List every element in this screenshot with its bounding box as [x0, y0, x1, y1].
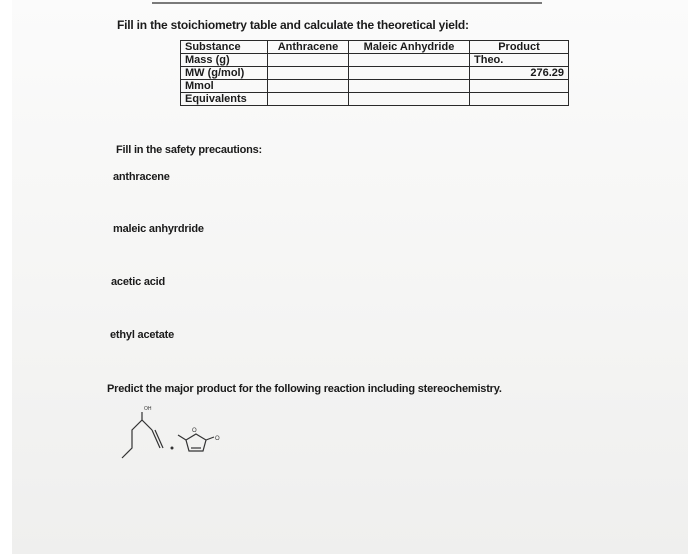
alcohol-chain: [122, 412, 142, 458]
table-header-row: [181, 41, 569, 54]
reaction-scheme: [118, 402, 258, 462]
cell-product-theo: Theo.: [470, 54, 569, 67]
cell-anthracene-equivalents[interactable]: [268, 93, 349, 106]
cell-anthracene-mmol[interactable]: [268, 80, 349, 93]
cell-maleic-mmol[interactable]: [349, 80, 470, 93]
cell-product-mmol[interactable]: [470, 80, 569, 93]
row-label-equivalents: Equivalents: [181, 93, 268, 106]
carbonyl-left: [178, 435, 186, 440]
cell-maleic-equivalents[interactable]: [349, 93, 470, 106]
header-substance: Substance: [181, 41, 268, 54]
header-maleic-anhydride: Maleic Anhydride: [349, 41, 470, 54]
safety-chemical-ethyl-acetate: ethyl acetate: [110, 329, 175, 341]
row-label-mw: MW (g/mol): [181, 67, 268, 80]
row-label-mass: Mass (g): [181, 54, 268, 67]
reaction-prompt: Predict the major product for the following reaction including stereochemistry.: [107, 383, 502, 395]
safety-title: Fill in the safety precautions:: [116, 144, 262, 156]
cell-anthracene-mass[interactable]: [268, 54, 349, 67]
header-anthracene: Anthracene: [268, 41, 349, 54]
row-label-mmol: Mmol: [181, 80, 268, 93]
cell-product-mw: 276.29: [470, 67, 569, 80]
safety-chemical-maleic-anhydride: maleic anhyrdride: [113, 223, 204, 235]
plus-sign: [171, 447, 174, 450]
oh-label: OH: [144, 406, 152, 412]
table-row: [181, 67, 569, 80]
alkene-alcohol-structure: [122, 412, 163, 458]
stoichiometry-table: [180, 40, 569, 106]
cell-anthracene-mw[interactable]: [268, 67, 349, 80]
alcohol-branch: [142, 420, 152, 430]
ring-oxygen-label: O: [192, 428, 197, 434]
cell-maleic-mw[interactable]: [349, 67, 470, 80]
top-rule: [152, 2, 542, 4]
header-product: Product: [470, 41, 569, 54]
cell-maleic-mass[interactable]: [349, 54, 470, 67]
table-row: [181, 93, 569, 106]
maleic-anhydride-structure: [178, 434, 214, 451]
table-row: [181, 80, 569, 93]
safety-chemical-anthracene: anthracene: [113, 171, 170, 183]
carbonyl-oxygen-label: O: [215, 436, 220, 442]
safety-chemical-acetic-acid: acetic acid: [111, 276, 166, 288]
carbonyl-right: [206, 437, 214, 440]
stoichiometry-heading: Fill in the stoichiometry table and calculate the theoretical yield:: [117, 18, 469, 32]
table-row: [181, 54, 569, 67]
cell-product-equivalents[interactable]: [470, 93, 569, 106]
